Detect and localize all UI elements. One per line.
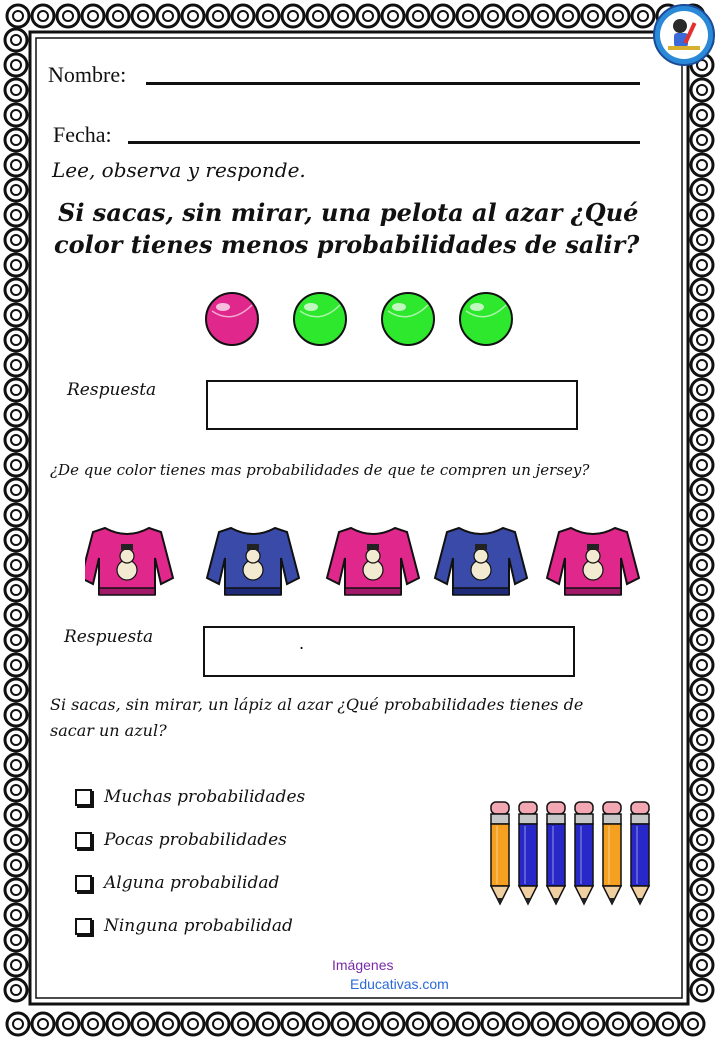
name-line[interactable] [146, 82, 640, 85]
frame-scallop [691, 79, 713, 101]
frame-scallop [691, 979, 713, 1001]
frame-scallop [691, 304, 713, 326]
frame-scallop [5, 479, 27, 501]
footer-logo-line-1: Imágenes [332, 957, 394, 973]
frame-scallop [7, 5, 29, 27]
frame-scallop [691, 404, 713, 426]
frame-scallop [5, 104, 27, 126]
frame-scallop [157, 1013, 179, 1035]
frame-scallop [132, 5, 154, 27]
frame-scallop [607, 5, 629, 27]
frame-scallop [5, 29, 27, 51]
frame-scallop [557, 5, 579, 27]
frame-scallop [132, 1013, 154, 1035]
frame-scallop [691, 204, 713, 226]
frame-scallop [557, 1013, 579, 1035]
frame-scallop [232, 1013, 254, 1035]
frame-scallop [307, 5, 329, 27]
name-label: Nombre: [48, 62, 127, 87]
frame-scallop [482, 1013, 504, 1035]
frame-scallop [5, 904, 27, 926]
frame-scallop [691, 804, 713, 826]
frame-scallop [691, 779, 713, 801]
frame-scallop [532, 1013, 554, 1035]
frame-scallop [5, 279, 27, 301]
option-alguna[interactable] [75, 873, 279, 893]
frame-scallop [82, 1013, 104, 1035]
checkbox-icon[interactable] [75, 832, 92, 849]
frame-scallop [5, 204, 27, 226]
frame-scallop [691, 329, 713, 351]
frame-scallop [691, 904, 713, 926]
question-1-line-2: color tienes menos probabilidades de salir? [54, 230, 640, 259]
answer-1-box[interactable] [206, 380, 578, 430]
frame-scallop [691, 104, 713, 126]
frame-scallop [5, 229, 27, 251]
frame-scallop [232, 5, 254, 27]
boy-writing-logo-icon [650, 4, 718, 66]
frame-scallop [691, 629, 713, 651]
question-2-text: ¿De que color tienes mas probabilidades de que te compren un jersey? [50, 461, 590, 479]
frame-scallop [457, 5, 479, 27]
frame-scallop [5, 454, 27, 476]
frame-scallop [691, 829, 713, 851]
date-line[interactable] [128, 141, 640, 144]
sweater-blue [207, 528, 299, 595]
frame-scallop [691, 929, 713, 951]
frame-scallop [307, 1013, 329, 1035]
frame-scallop [5, 604, 27, 626]
ball-green [294, 293, 346, 345]
frame-scallop [382, 1013, 404, 1035]
pencils-group [485, 800, 655, 910]
frame-scallop [432, 1013, 454, 1035]
sweater-pink [547, 528, 639, 595]
frame-scallop [332, 5, 354, 27]
frame-scallop [582, 1013, 604, 1035]
frame-scallop [5, 79, 27, 101]
frame-scallop [357, 5, 379, 27]
answer-2-box[interactable] [203, 626, 575, 677]
pencil-blue [519, 802, 537, 904]
frame-scallop [407, 1013, 429, 1035]
frame-scallop [691, 479, 713, 501]
frame-scallop [691, 854, 713, 876]
option-label: Ninguna probabilidad [104, 916, 293, 936]
frame-scallop [691, 604, 713, 626]
frame-scallop [182, 1013, 204, 1035]
frame-scallop [407, 5, 429, 27]
frame-scallop [107, 1013, 129, 1035]
pencil-blue [631, 802, 649, 904]
frame-scallop [5, 304, 27, 326]
frame-scallop [82, 5, 104, 27]
frame-scallop [691, 379, 713, 401]
instruction-text: Lee, observa y responde. [52, 158, 306, 182]
option-label: Muchas probabilidades [104, 787, 306, 807]
frame-scallop [207, 1013, 229, 1035]
checkbox-icon[interactable] [75, 918, 92, 935]
question-3-line-1: Si sacas, sin mirar, un lápiz al azar ¿Qué probabilidades tienes de [50, 695, 584, 714]
frame-scallop [5, 254, 27, 276]
frame-scallop [5, 554, 27, 576]
frame-scallop [32, 1013, 54, 1035]
frame-scallop [5, 954, 27, 976]
frame-scallop [5, 354, 27, 376]
pencil-blue [575, 802, 593, 904]
frame-scallop [5, 54, 27, 76]
checkbox-icon[interactable] [75, 875, 92, 892]
frame-scallop [632, 1013, 654, 1035]
option-label: Pocas probabilidades [104, 830, 287, 850]
frame-scallop [691, 729, 713, 751]
frame-scallop [507, 5, 529, 27]
sweater-pink [327, 528, 419, 595]
answer-1-label: Respuesta [67, 380, 157, 400]
frame-scallop [5, 404, 27, 426]
frame-scallop [691, 429, 713, 451]
ball-pink [206, 293, 258, 345]
frame-scallop [5, 379, 27, 401]
frame-scallop [5, 579, 27, 601]
frame-scallop [482, 5, 504, 27]
frame-scallop [5, 979, 27, 1001]
frame-scallop [5, 179, 27, 201]
frame-scallop [5, 879, 27, 901]
sweaters-group [85, 518, 645, 603]
frame-scallop [691, 154, 713, 176]
frame-scallop [332, 1013, 354, 1035]
frame-scallop [691, 654, 713, 676]
pencil-orange [603, 802, 621, 904]
frame-scallop [5, 704, 27, 726]
pencil-blue [547, 802, 565, 904]
frame-scallop [257, 1013, 279, 1035]
frame-scallop [5, 929, 27, 951]
frame-scallop [282, 1013, 304, 1035]
frame-scallop [457, 1013, 479, 1035]
frame-scallop [5, 829, 27, 851]
frame-scallop [691, 704, 713, 726]
answer-2-label: Respuesta [64, 627, 154, 647]
date-label: Fecha: [53, 122, 112, 147]
sweater-pink [85, 528, 173, 595]
frame-scallop [57, 1013, 79, 1035]
frame-scallop [5, 129, 27, 151]
frame-scallop [5, 429, 27, 451]
frame-scallop [532, 5, 554, 27]
frame-scallop [5, 729, 27, 751]
frame-scallop [57, 5, 79, 27]
frame-scallop [432, 5, 454, 27]
frame-scallop [32, 5, 54, 27]
frame-scallop [107, 5, 129, 27]
footer-logo-line-2: Educativas.com [350, 976, 449, 992]
frame-scallop [691, 879, 713, 901]
checkbox-icon[interactable] [75, 789, 92, 806]
frame-scallop [5, 679, 27, 701]
frame-scallop [507, 1013, 529, 1035]
frame-scallop [691, 579, 713, 601]
frame-scallop [5, 629, 27, 651]
frame-scallop [691, 229, 713, 251]
frame-scallop [691, 504, 713, 526]
frame-scallop [157, 5, 179, 27]
frame-scallop [5, 654, 27, 676]
option-muchas[interactable] [75, 787, 305, 807]
frame-scallop [582, 5, 604, 27]
frame-scallop [282, 5, 304, 27]
frame-scallop [691, 754, 713, 776]
question-1-line-1: Si sacas, sin mirar, una pelota al azar ¿Qué [58, 198, 639, 227]
frame-scallop [607, 1013, 629, 1035]
frame-scallop [357, 1013, 379, 1035]
frame-scallop [691, 554, 713, 576]
frame-scallop [5, 154, 27, 176]
frame-scallop [207, 5, 229, 27]
frame-scallop [691, 129, 713, 151]
option-label: Alguna probabilidad [104, 873, 280, 893]
frame-scallop [691, 179, 713, 201]
frame-scallop [5, 854, 27, 876]
frame-scallop [5, 804, 27, 826]
frame-scallop [691, 254, 713, 276]
frame-scallop [682, 1013, 704, 1035]
frame-scallop [657, 1013, 679, 1035]
option-pocas[interactable] [75, 830, 287, 850]
frame-scallop [7, 1013, 29, 1035]
frame-scallop [5, 504, 27, 526]
frame-scallop [691, 279, 713, 301]
frame-scallop [257, 5, 279, 27]
ball-green [460, 293, 512, 345]
ball-green [382, 293, 434, 345]
option-ninguna[interactable] [75, 916, 293, 936]
frame-scallop [182, 5, 204, 27]
frame-scallop [691, 679, 713, 701]
frame-scallop [691, 529, 713, 551]
balls-group [195, 285, 525, 355]
sweater-blue [435, 528, 527, 595]
frame-scallop [5, 754, 27, 776]
answer-2-value: . [299, 634, 305, 653]
frame-scallop [382, 5, 404, 27]
question-3-line-2: sacar un azul? [50, 721, 167, 740]
frame-scallop [691, 354, 713, 376]
frame-scallop [691, 454, 713, 476]
frame-scallop [5, 529, 27, 551]
frame-scallop [5, 779, 27, 801]
frame-scallop [691, 954, 713, 976]
frame-scallop [5, 329, 27, 351]
pencil-orange [491, 802, 509, 904]
